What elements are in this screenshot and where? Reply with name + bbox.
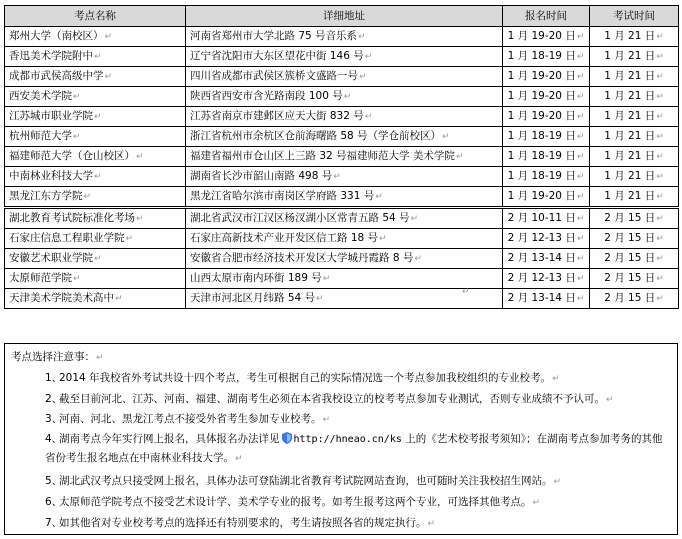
note-item-3: 3、河南、河北、黑龙江考点不接受外省考生参加专业校考。↵ — [45, 413, 331, 425]
registration-time-cell: 1 月 18-19 日↵ — [503, 127, 590, 147]
note-item-6: 6、太原师范学院考点不接受艺术设计学、美术学专业的报考。如考生报考这两个专业，可选择其他考点。↵ — [45, 496, 541, 508]
address-cell: 安徽省合肥市经济技术开发区大学城丹霞路 8 号↵ — [186, 249, 503, 269]
note-item-2: 2、截至目前河北、江苏、河南、福建、湖南考生必须在本省我校设立的校考考点参加专业测试，否则专业成绩不予认可。↵ — [45, 393, 614, 405]
address-cell: 四川省成都市武侯区簇桥文盛路一号↵ — [186, 67, 503, 87]
site-name-cell: 西安美术学院↵ — [5, 87, 186, 107]
header-site-name: 考点名称 — [5, 6, 186, 27]
address-cell: 山西太原市南内环街 189 号↵ — [186, 269, 503, 289]
exam-time-cell: 1 月 21 日↵ — [590, 27, 679, 47]
note-item-1: 1、2014 年我校省外考试共设十四个考点，考生可根据自己的实际情况选一个考点参加我校组织的专业校考。↵ — [45, 372, 560, 384]
registration-time-cell: 1 月 19-20 日↵ — [503, 87, 590, 107]
address-cell: 陕西省西安市含光路南段 100 号↵ — [186, 87, 503, 107]
site-name-cell: 成都市武侯高级中学↵ — [5, 67, 186, 87]
notes-section — [4, 343, 678, 535]
site-name-cell: 太原师范学院↵ — [5, 269, 186, 289]
registration-time-cell: 2 月 12-13 日↵ — [503, 269, 590, 289]
notes-title: 考点选择注意事：↵ — [11, 351, 104, 363]
exam-time-cell: 1 月 21 日↵ — [590, 87, 679, 107]
registration-time-cell: 1 月 18-19 日↵ — [503, 147, 590, 167]
table-row — [5, 107, 679, 127]
table-row — [5, 47, 679, 67]
registration-time-cell: 2 月 13-14 日↵ — [503, 289, 590, 309]
note-item-4: 4、湖南考点今年实行网上报名，具体报名办法详见 http://hneao.cn/ks 上的《艺术校考报考须知》；在湖南考点参加考务的其他省份考生报名地点在中南林业科技大学。↵ — [45, 433, 663, 464]
address-cell: 浙江省杭州市余杭区仓前海曙路 58 号（学仓前校区）↵ — [186, 127, 503, 147]
header-address: 详细地址 — [186, 6, 503, 27]
exam-time-cell: 1 月 21 日↵ — [590, 67, 679, 87]
site-name-cell: 湖北教育考试院标准化考场↵ — [5, 208, 186, 229]
table-row — [5, 67, 679, 87]
exam-time-cell: 1 月 21 日↵ — [590, 167, 679, 187]
address-cell: 江苏省南京市建邺区应天大街 832 号↵ — [186, 107, 503, 127]
table-row — [5, 87, 679, 107]
header-exam-time: 考试时间 — [590, 6, 679, 27]
note-item-5: 5、湖北武汉考点只接受网上报名，具体办法可登陆湖北省教育考试院网站查询，也可随时关注我校招生网站。↵ — [45, 475, 562, 487]
registration-time-cell: 2 月 10-11 日↵ — [503, 208, 590, 229]
address-cell: 天津市河北区月纬路 54 号↵ — [186, 289, 503, 309]
exam-time-cell: 2 月 15 日↵ — [590, 249, 679, 269]
registration-time-cell: 2 月 12-13 日↵ — [503, 229, 590, 249]
exam-time-cell: 1 月 21 日↵ — [590, 147, 679, 167]
address-cell: 辽宁省沈阳市大东区望花中街 146 号↵ — [186, 47, 503, 67]
hneao-link[interactable]: http://hneao.cn/ks — [293, 434, 402, 445]
site-name-cell: 杭州师范大学↵ — [5, 127, 186, 147]
registration-time-cell: 1 月 19-20 日↵ — [503, 187, 590, 208]
header-registration-time: 报名时间 — [503, 6, 590, 27]
exam-time-cell: 1 月 21 日↵ — [590, 187, 679, 208]
exam-time-cell: 1 月 21 日↵ — [590, 47, 679, 67]
registration-time-cell: 1 月 18-19 日↵ — [503, 167, 590, 187]
table-row — [5, 269, 679, 289]
table-header-row — [5, 6, 679, 27]
exam-site-table — [4, 5, 679, 309]
exam-time-cell: 2 月 15 日↵ — [590, 269, 679, 289]
site-name-cell: 郑州大学（南校区）↵ — [5, 27, 186, 47]
site-name-cell: 石家庄信息工程职业学院↵ — [5, 229, 186, 249]
note-item-7: 7、如其他省对专业校考考点的选择还有特别要求的，考生请按照各省的规定执行。↵ — [45, 517, 436, 529]
registration-time-cell: 1 月 19-20 日↵ — [503, 107, 590, 127]
table-row — [5, 27, 679, 47]
table-row — [5, 187, 679, 208]
registration-time-cell: 2 月 13-14 日↵ — [503, 249, 590, 269]
table-row — [5, 147, 679, 167]
registration-time-cell: 1 月 18-19 日↵ — [503, 47, 590, 67]
registration-time-cell: 1 月 19-20 日↵ — [503, 67, 590, 87]
address-cell: 福建省福州市仓山区上三路 32 号福建师范大学 美术学院↵ — [186, 147, 503, 167]
address-cell: 河南省郑州市大学北路 75 号音乐系↵ — [186, 27, 503, 47]
site-name-cell: 江苏城市职业学院↵ — [5, 107, 186, 127]
paragraph-mark: ↵ — [462, 287, 470, 297]
exam-time-cell: 1 月 21 日↵ — [590, 127, 679, 147]
table-row — [5, 127, 679, 147]
table-row — [5, 208, 679, 229]
address-cell: 石家庄高新技术产业开发区信工路 18 号↵ — [186, 229, 503, 249]
site-name-cell: 中南林业科技大学↵ — [5, 167, 186, 187]
exam-time-cell: 2 月 15 日↵ — [590, 289, 679, 309]
exam-time-cell: 2 月 15 日↵ — [590, 208, 679, 229]
table-row — [5, 249, 679, 269]
address-cell: 湖北省武汉市江汉区杨汊湖小区常青五路 54 号↵ — [186, 208, 503, 229]
address-cell: 湖南省长沙市韶山南路 498 号↵ — [186, 167, 503, 187]
exam-time-cell: 2 月 15 日↵ — [590, 229, 679, 249]
table-row — [5, 289, 679, 309]
address-cell: 黑龙江省哈尔滨市南岗区学府路 331 号↵ — [186, 187, 503, 208]
site-name-cell: 安徽艺术职业学院↵ — [5, 249, 186, 269]
registration-time-cell: 1 月 19-20 日↵ — [503, 27, 590, 47]
site-name-cell: 香迅美术学院附中↵ — [5, 47, 186, 67]
table-row — [5, 229, 679, 249]
table-row — [5, 167, 679, 187]
shield-icon — [282, 432, 292, 444]
site-name-cell: 福建师范大学（仓山校区）↵ — [5, 147, 186, 167]
site-name-cell: 天津美术学院美术高中↵ — [5, 289, 186, 309]
site-name-cell: 黑龙江东方学院↵ — [5, 187, 186, 208]
exam-time-cell: 1 月 21 日↵ — [590, 107, 679, 127]
